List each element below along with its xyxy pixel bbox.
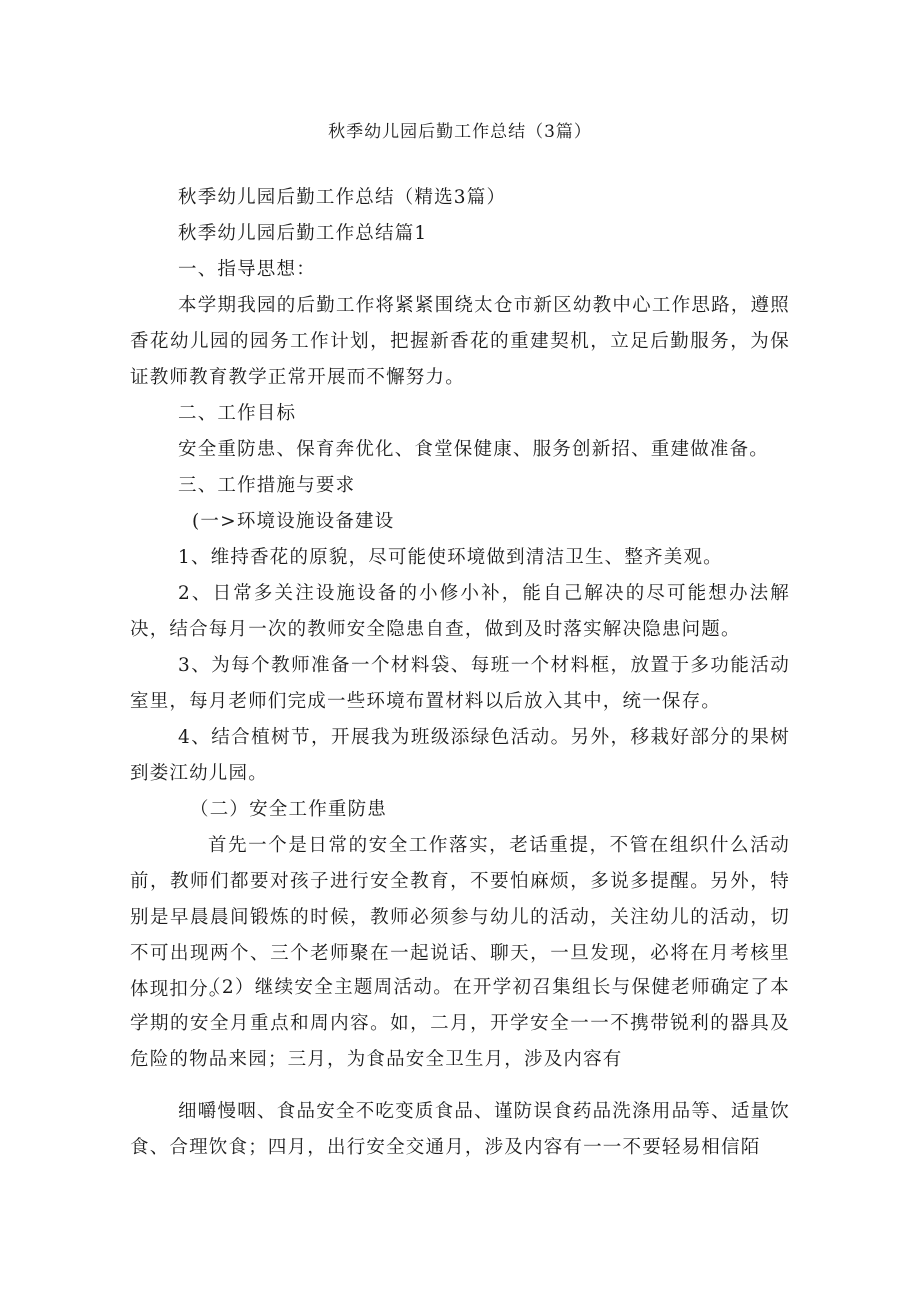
subheading-safety: （二）安全工作重防患 [190,799,388,820]
paragraph-guiding-thought: 本学期我园的后勤工作将紧紧围绕太仓市新区幼教中心工作思路，遵照香花幼儿园的园务工作计划，把握新香花的重建契机，立足后勤服务，为保证教师教育教学正常开展而不懈努力。 [130,295,790,388]
list-item-3: 3、为每个教师准备一个材料袋、每班一个材料框，放置于多功能活动室里，每月老师们完成一些环境布置材料以后放入其中，统一保存。 [130,655,790,712]
list-item-1: 1、维持香花的原貌，尽可能使环境做到清洁卫生、整齐美观。 [178,547,723,568]
paragraph-safety-week: （2）继续安全主题周活动。在开学初召集组长与保健老师确定了本学期的安全月重点和周内容。如，二月，开学安全一一不携带锐利的器具及危险的物品来园；三月，为食品安全卫生月，涉及内容有 [130,977,790,1070]
paragraph-work-goals: 安全重防患、保育奔优化、食堂保健康、服务创新招、重建做准备。 [178,439,770,460]
paragraph-safety: 首先一个是日常的安全工作落实，老话重提，不管在组织什么活动前，教师们都要对孩子进行安全教育，不要怕麻烦，多说多提醒。另外，特别是早晨晨间锻炼的时候，教师必须参与幼儿的活动，关注幼儿的活动，切不可出现两个、三个老师聚在一起说话、聊天，一旦发现，必将在月考核里体现扣分。 [130,835,790,1000]
document-title: 秋季幼儿园后勤工作总结（3篇） [328,122,592,142]
heading-work-measures: 三、工作措施与要求 [178,475,356,496]
document-subtitle: 秋季幼儿园后勤工作总结（精选3篇） [178,187,507,208]
list-item-2: 2、日常多关注设施设备的小修小补，能自己解决的尽可能想办法解决，结合每月一次的教师安全隐患自查，做到及时落实解决隐患问题。 [130,583,790,640]
heading-work-goals: 二、工作目标 [178,403,297,424]
subheading-environment: (一>环境设施设备建设 [192,511,395,532]
paragraph-safety-months: 细嚼慢咽、食品安全不吃变质食品、谨防误食药品洗涤用品等、适量饮食、合理饮食；四月，出行安全交通月，涉及内容有一一不要轻易相信陌 [130,1101,790,1158]
heading-guiding-thought: 一、指导思想： [178,259,316,280]
section-title: 秋季幼儿园后勤工作总结篇1 [178,223,428,244]
list-item-4: 4、结合植树节，开展我为班级添绿色活动。另外，移栽好部分的果树到娄江幼儿园。 [130,727,790,784]
